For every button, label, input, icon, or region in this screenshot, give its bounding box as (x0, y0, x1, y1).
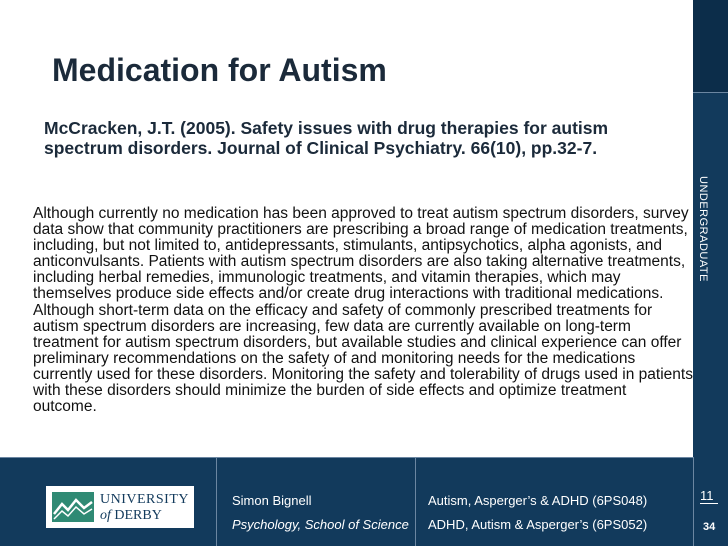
module-code-1: Autism, Asperger’s & ADHD (6PS048) (428, 493, 648, 508)
author-name: Simon Bignell (232, 493, 312, 508)
slide-title: Medication for Autism (52, 52, 387, 88)
module-code-2: ADHD, Autism & Asperger’s (6PS052) (428, 517, 648, 532)
footer-separator (415, 457, 416, 546)
undergraduate-label: UNDERGRADUATE (697, 176, 709, 282)
footer-separator (216, 457, 217, 546)
abstract-text: Although currently no medication has been approved to treat autism spectrum disorders, survey data show that community practitioners are prescribing a broad range of medication treatments, including, but not limited to, antidepressants, stimulants, antipsychotics, alpha agonists, and anticonvulsants. Patients with autism spectrum disorders are also taking alternative treatments, including herbal remedies, immunologic treatments, and vitamin therapies, which may themselves produce side effects and/or create drug interactions with traditional medications. Although short-term data on the efficacy and safety of commonly prescribed treatments for autism spectrum disorders are increasing, few data are currently available on long-term treatment for autism spectrum disorders, but available studies and clinical experience can offer preliminary recommendations on the safety of and monitoring needs for the medications currently used for these disorders. Monitoring the safety and tolerability of drugs used in patients with these disorders should minimize the burden of side effects and optimize treatment outcome. (33, 205, 693, 416)
sidebar-divider (693, 92, 728, 93)
sidebar-top-block (693, 0, 728, 92)
university-logo (46, 486, 194, 528)
footer-separator (693, 457, 694, 546)
page-number: 11 (700, 488, 718, 504)
logo-text-derby: of DERBY (100, 508, 162, 523)
slide-number: 34 (703, 521, 716, 533)
footer-top-line (0, 457, 693, 458)
footer-bar (0, 457, 728, 546)
logo-text-university: UNIVERSITY (100, 492, 189, 507)
department-name: Psychology, School of Science (232, 517, 409, 532)
reference-citation: McCracken, J.T. (2005). Safety issues with drug therapies for autism spectrum disorders. Journal of Clinical Psychiatry. 66(10), pp.32-7. (44, 118, 609, 158)
university-crest-icon (52, 492, 94, 522)
